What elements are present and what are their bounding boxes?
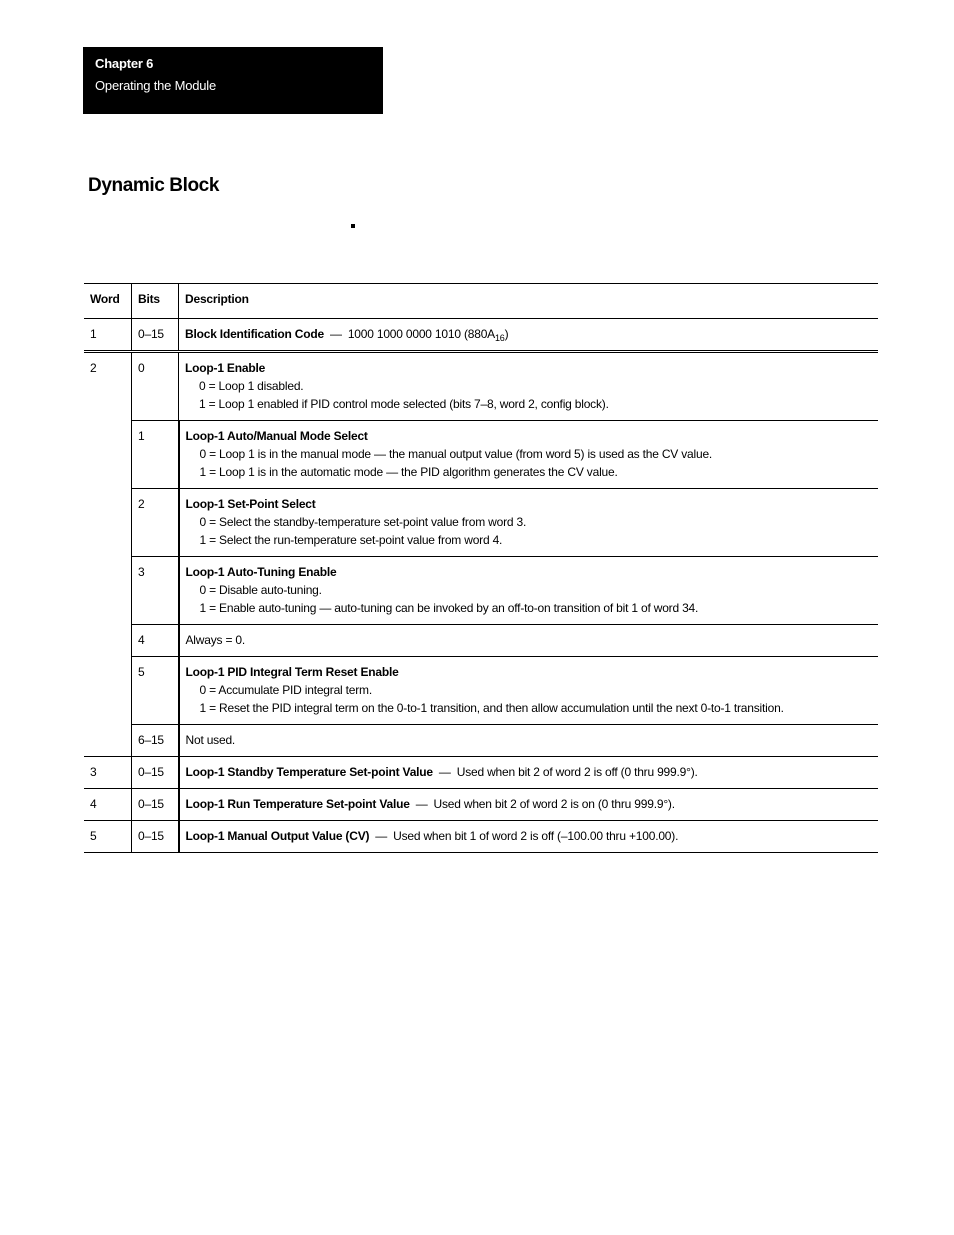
option-line: 1 = Reset the PID integral term on the 0-to-1 transition, and then allow accumulation until the next 0-to-1 transition.	[199, 701, 784, 715]
bits-cell: 6–15	[132, 725, 179, 757]
description-cell	[179, 789, 879, 821]
table-row	[84, 421, 878, 489]
table-row	[84, 657, 878, 725]
word-cell: 4	[84, 789, 132, 821]
bits-cell: 0–15	[132, 821, 179, 853]
word-cell: 3	[84, 757, 132, 789]
section-title: Dynamic Block	[88, 175, 220, 196]
field-title: Loop-1 Run Temperature Set-point Value	[185, 797, 410, 811]
bits-cell: 1	[132, 421, 179, 489]
field-title: Loop-1 Set-Point Select	[185, 497, 316, 511]
header-word: Word	[84, 284, 132, 319]
option-line: 0 = Loop 1 disabled.	[199, 379, 304, 393]
em-dash: —	[330, 327, 342, 341]
table-row	[84, 725, 878, 757]
table-row	[84, 789, 878, 821]
description-cell	[179, 319, 879, 352]
description-cell: Always = 0.	[179, 625, 879, 657]
field-title: Loop-1 Auto/Manual Mode Select	[185, 429, 368, 443]
option-line: 1 = Enable auto-tuning — auto-tuning can be invoked by an off-to-on transition of bit 1 of word 34.	[199, 601, 699, 615]
table-row	[84, 757, 878, 789]
bits-cell: 3	[132, 557, 179, 625]
chapter-header	[83, 47, 383, 114]
bits-cell: 0–15	[132, 757, 179, 789]
description-cell	[179, 757, 879, 789]
bits-cell: 5	[132, 657, 179, 725]
subscript: 16	[494, 333, 505, 343]
field-value: Used when bit 1 of word 2 is off (–100.00 thru +100.00).	[393, 829, 679, 843]
option-line: 0 = Select the standby-temperature set-point value from word 3.	[199, 515, 527, 529]
dynamic-block-table	[84, 283, 878, 853]
field-title: Loop-1 Manual Output Value (CV)	[185, 829, 370, 843]
bullet-mark	[351, 224, 355, 228]
option-line: 1 = Loop 1 is in the automatic mode — the PID algorithm generates the CV value.	[199, 465, 618, 479]
bits-cell: 0–15	[132, 789, 179, 821]
word-cell: 2	[84, 352, 132, 757]
field-title: Loop-1 Auto-Tuning Enable	[185, 565, 337, 579]
field-title: Loop-1 PID Integral Term Reset Enable	[185, 665, 399, 679]
option-line: 0 = Disable auto-tuning.	[199, 583, 322, 597]
field-title: Loop-1 Standby Temperature Set-point Value	[185, 765, 433, 779]
table-row	[84, 821, 878, 853]
header-bits: Bits	[132, 284, 179, 319]
table-row	[84, 557, 878, 625]
word-cell: 1	[84, 319, 132, 352]
header-description: Description	[179, 284, 879, 319]
description-cell	[179, 657, 879, 725]
em-dash: —	[438, 765, 451, 779]
close-paren: )	[504, 327, 509, 341]
description-cell	[179, 821, 879, 853]
field-title: Loop-1 Enable	[185, 361, 266, 375]
description-cell	[179, 489, 879, 557]
em-dash: —	[415, 797, 428, 811]
table-header-row	[84, 284, 878, 319]
field-value: Used when bit 2 of word 2 is on (0 thru 999.9°).	[433, 797, 675, 811]
word-cell: 5	[84, 821, 132, 853]
option-line: 0 = Accumulate PID integral term.	[199, 683, 372, 697]
table-row	[84, 352, 878, 421]
em-dash: —	[375, 829, 388, 843]
description-cell	[179, 352, 879, 421]
bits-cell: 2	[132, 489, 179, 557]
description-cell: Not used.	[179, 725, 879, 757]
option-line: 0 = Loop 1 is in the manual mode — the manual output value (from word 5) is used as the CV value.	[199, 447, 713, 461]
bits-cell: 0	[132, 352, 179, 421]
table-row	[84, 319, 878, 352]
option-line: 1 = Select the run-temperature set-point value from word 4.	[199, 533, 503, 547]
chapter-number: Chapter 6	[95, 56, 154, 71]
field-title: Block Identification Code	[185, 327, 325, 341]
field-value: 1000 1000 0000 1010 (880A	[347, 327, 495, 341]
option-line: 1 = Loop 1 enabled if PID control mode selected (bits 7–8, word 2, config block).	[199, 397, 609, 411]
table-row	[84, 489, 878, 557]
description-cell	[179, 421, 879, 489]
table-row	[84, 625, 878, 657]
bits-cell: 0–15	[132, 319, 179, 352]
chapter-title: Operating the Module	[95, 78, 217, 93]
field-value: Used when bit 2 of word 2 is off (0 thru 999.9°).	[456, 765, 698, 779]
bits-cell: 4	[132, 625, 179, 657]
description-cell	[179, 557, 879, 625]
